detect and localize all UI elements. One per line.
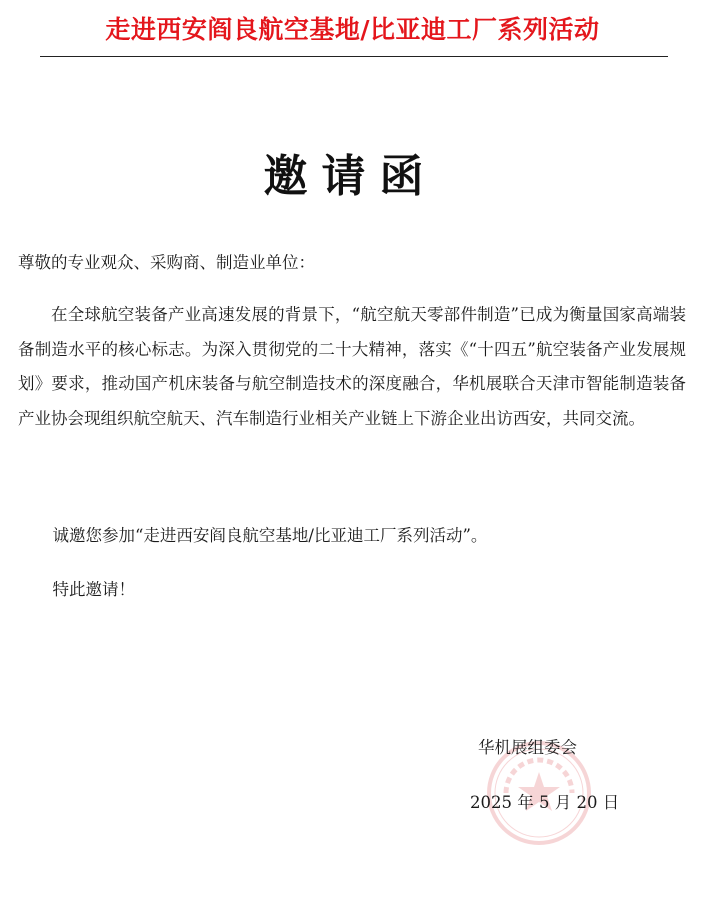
organizer-signature: 华机展组委会 <box>478 738 577 757</box>
letter-date: 2025 年 5 月 20 日 <box>470 793 620 812</box>
salutation: 尊敬的专业观众、采购商、制造业单位： <box>18 253 315 272</box>
closing-line: 特此邀请！ <box>52 580 135 599</box>
body-paragraph: 在全球航空装备产业高速发展的背景下，“航空航天零部件制造”已成为衡量国家高端装备制造水平的核心标志。为深入贯彻党的二十大精神，落实《“十四五”航空装备产业发展规划》要求，推动国产机床装备与航空制造技术的深度融合，华机展联合天津市智能制造装备产业协会现组织航空航天、汽车制造行业相关产业链上下游企业出访西安，共同交流。 <box>18 305 686 428</box>
header-divider <box>40 56 668 57</box>
invitation-paragraph: 诚邀您参加“走进西安阎良航空基地/比亚迪工厂系列活动”。 <box>52 526 488 545</box>
letter-title: 邀请函 <box>263 151 438 202</box>
event-banner-title: 走进西安阎良航空基地/比亚迪工厂系列活动 <box>105 15 600 44</box>
